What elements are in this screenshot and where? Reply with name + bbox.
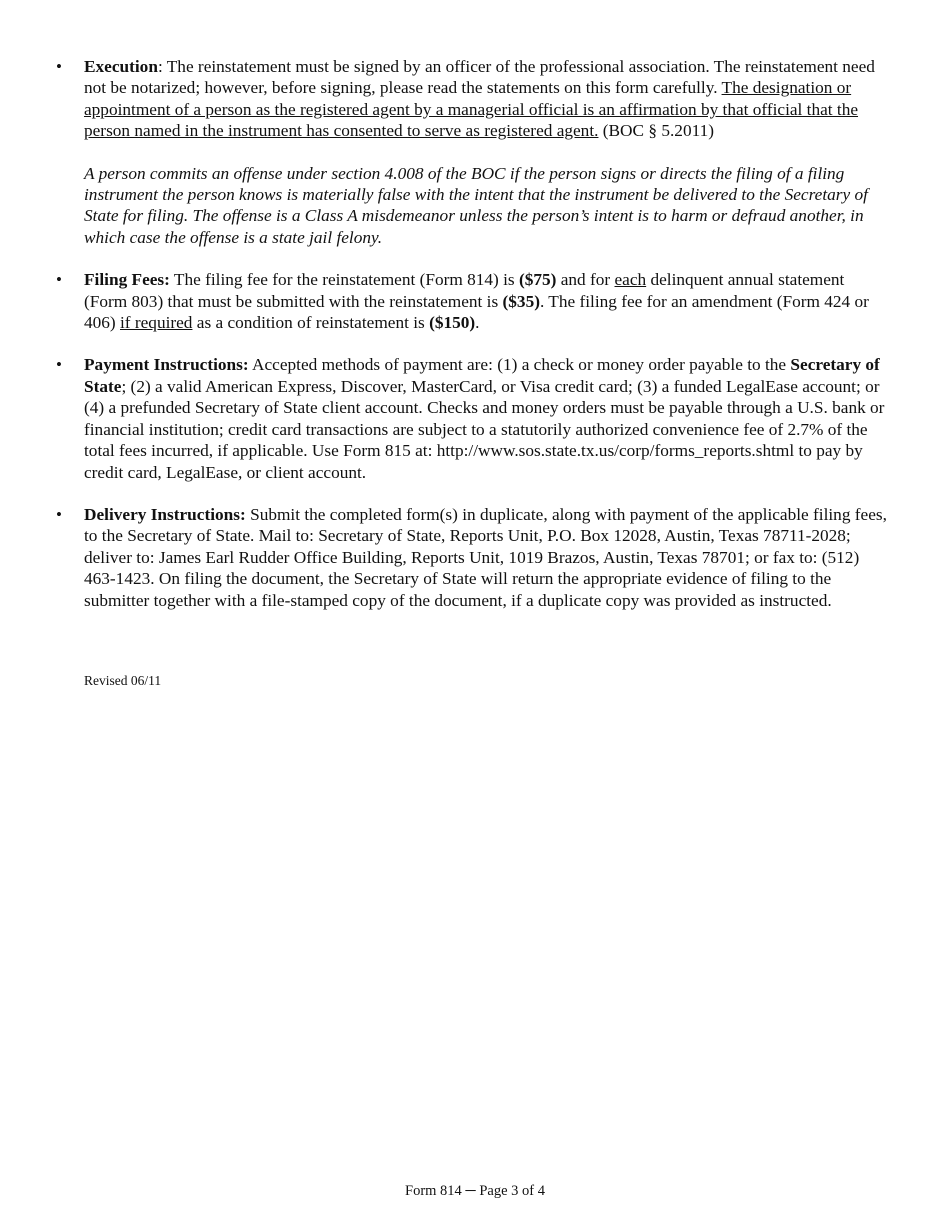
payment-paragraph: Payment Instructions: Accepted methods of payment are: (1) a check or money order payable to the Secretary of State; (2) a valid American Express, Discover, MasterCard, or Visa credit card; (3) a funded LegalEase account; or (4) a prefunded Secretary of State client account. Checks and money orders must be payable through a U.S. bank or financial institution; credit card transactions are subject to a statutorily authorized convenience fee of 2.7% of the total fees incurred, if applicable. Use Form 815 at: http://www.sos.state.tx.us/corp/forms_reports.shtml to pay by credit card, LegalEase, or client account. <box>84 355 885 482</box>
page-footer: Form 814 ─ Page 3 of 4 <box>405 1183 545 1199</box>
reinstatement-fee: ($75) <box>518 270 557 290</box>
filing-fees-heading: Filing Fees: <box>84 270 170 290</box>
delivery-section <box>0 504 950 611</box>
instructions-content <box>0 56 950 611</box>
execution-section <box>0 56 950 248</box>
bullet-icon: • <box>56 270 62 290</box>
amendment-fee: ($150) <box>429 313 476 333</box>
bullet-icon: • <box>56 504 62 524</box>
registered-agent-statement: The designation or appointment of a person as the registered agent by a managerial official is an affirmation by that official that the person named in the instrument has consented to serve as registered agent. <box>84 78 859 141</box>
payment-heading: Payment Instructions: <box>84 355 249 375</box>
bullet-icon: • <box>56 57 62 76</box>
filing-fees-section <box>0 269 950 333</box>
revision-date: Revised 06/11 <box>84 673 162 688</box>
filing-fees-paragraph: Filing Fees: The filing fee for the reinstatement (Form 814) is ($75) and for each delinquent annual statement (Form 803) that must be submitted with the reinstatement is ($35). The filing fee for an amendment (Form 424 or 406) if required as a condition of reinstatement is ($150). <box>84 270 869 333</box>
annual-statement-fee: ($35) <box>502 291 540 311</box>
offense-statement: A person commits an offense under section 4.008 of the BOC if the person signs or directs the filing of a filing instrument the person knows is materially false with the intent that the instrument be delivered to the Secretary of State for filing. The offense is a Class A misdemeanor unless the person’s intent is to harm or defraud another, in which case the offense is a state jail felony. <box>84 163 868 247</box>
delivery-heading: Delivery Instructions: <box>84 504 246 524</box>
payment-section <box>0 354 950 482</box>
bullet-icon: • <box>56 355 62 375</box>
delivery-paragraph: Delivery Instructions: Submit the completed form(s) in duplicate, along with payment of the applicable filing fees, to the Secretary of State. Mail to: Secretary of State, Reports Unit, P.O. Box 12028, Austin, Texas 78711-2028; deliver to: James Earl Rudder Office Building, Reports Unit, 1019 Brazos, Austin, Texas 78701; or fax to: (512) 463-1423. On filing the document, the Secretary of State will return the appropriate evidence of filing to the submitter together with a file-stamped copy of the document, if a duplicate copy was provided as instructed. <box>84 504 887 610</box>
execution-heading: Execution <box>84 57 158 76</box>
execution-paragraph: Execution: The reinstatement must be signed by an officer of the professional association. The reinstatement need not be notarized; however, before signing, please read the statements on this form carefully. The designation or appointment of a person as the registered agent by a managerial official is an affirmation by that official that the person named in the instrument has consented to serve as registered agent. (BOC § 5.2011) <box>84 57 875 141</box>
